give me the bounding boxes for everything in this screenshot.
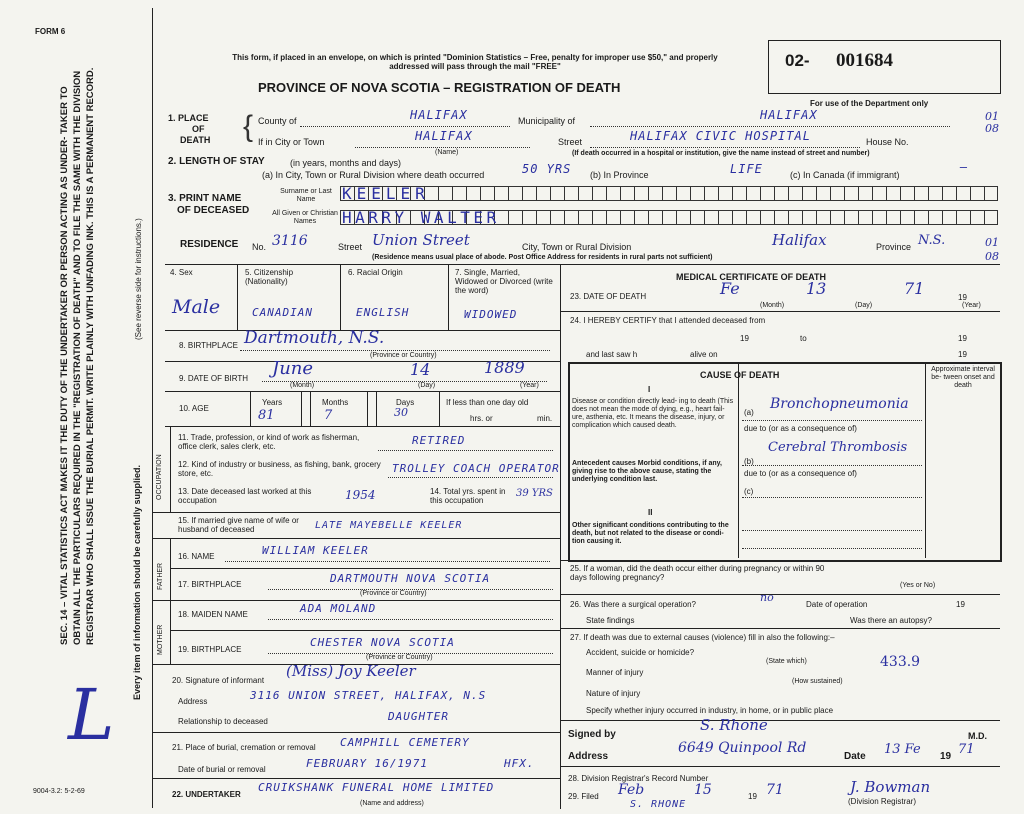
given-names-value: HARRY WALTER xyxy=(342,208,500,227)
form-title: PROVINCE OF NOVA SCOTIA – REGISTRATION OF DEATH xyxy=(258,80,621,95)
record-number-label: 28. Division Registrar's Record Number xyxy=(568,774,709,783)
registrar-signature: J. Bowman xyxy=(850,778,931,796)
margin-rule xyxy=(152,8,153,808)
filed-day-value: 15 xyxy=(694,782,712,798)
days-label: Days xyxy=(396,398,415,407)
alive-on-label: alive on xyxy=(690,350,718,359)
yes-no-hint: (Yes or No) xyxy=(900,582,936,589)
see-reverse-note: (See reverse side for instructions.) xyxy=(134,218,143,340)
rule-r594 xyxy=(560,594,1000,595)
how-sustained-hint: (How sustained) xyxy=(792,678,843,685)
attended-label: 24. I HEREBY CERTIFY that I attended deceased from xyxy=(570,316,766,325)
birthplace-line xyxy=(240,350,550,351)
stay-city-label: (a) In City, Town or Rural Division where death occurred xyxy=(262,170,485,180)
surgery-label: 26. Was there a surgical operation? xyxy=(570,600,696,609)
hospital-hint: (If death occurred in a hospital or institution, give the name instead of street and number) xyxy=(572,150,870,157)
last-worked-label: 13. Date deceased last worked at this occupation xyxy=(178,487,312,505)
death-year-hint: (Year) xyxy=(962,302,981,309)
municipality-value: HALIFAX xyxy=(760,108,818,122)
birthplace-value: Dartmouth, N.S. xyxy=(244,328,385,348)
death-year-value: 71 xyxy=(904,279,925,298)
other-line-1 xyxy=(742,530,922,531)
residence-city-value: Halifax xyxy=(772,231,827,249)
racial-origin-value: ENGLISH xyxy=(356,306,410,319)
rule-r560 xyxy=(560,560,1000,561)
stay-canada-value: — xyxy=(960,160,969,174)
nature-label: Nature of injury xyxy=(586,689,641,698)
citizenship-value: CANADIAN xyxy=(252,306,313,319)
informant-label: 20. Signature of informant xyxy=(172,676,265,685)
undertaker-hint: (Name and address) xyxy=(360,800,424,807)
brace: { xyxy=(243,110,254,143)
hrs-label: hrs. or xyxy=(470,414,493,423)
medical-certificate-title: MEDICAL CERTIFICATE OF DEATH xyxy=(676,272,826,282)
filed-19: 19 xyxy=(748,792,757,801)
residence-street-label: Street xyxy=(338,242,363,252)
county-label: County of xyxy=(258,116,297,126)
rule-778 xyxy=(152,778,560,779)
sex-value: Male xyxy=(172,296,221,318)
dept-code-2: 08 xyxy=(985,122,999,135)
residence-city-label: City, Town or Rural Division xyxy=(522,242,632,252)
dob-day-value: 14 xyxy=(410,360,431,379)
col-rule-5 xyxy=(340,264,341,330)
attended-19a: 19 xyxy=(740,334,749,343)
rule-r766 xyxy=(560,766,1000,767)
col-rule-6 xyxy=(448,264,449,330)
father-label: FATHER xyxy=(157,562,164,590)
registration-number: 001684 xyxy=(836,50,893,71)
father-birthplace-hint: (Province or Country) xyxy=(360,590,427,597)
death-label: DEATH xyxy=(180,135,211,145)
statute-notice: SEC. 14 – VITAL STATISTICS ACT MAKES IT THE DUTY OF THE UNDERTAKER OR PERSON ACTING AS UNDER- TAKER TO OBTAIN ALL THE PARTICULARS REQUIRED IN THE "REGISTRATION OF DEATH" AND TO FILE THE SAME WITH THE DIVISION REGISTRAR WHO SHALL ISSUE THE BURIAL PERMIT. WRITE PLAINLY WITH UNFADING INK. THIS IS A PERMANENT RECORD. xyxy=(59,67,96,645)
due-to-a-label: due to (or as a consequence of) xyxy=(744,424,857,433)
part-two-label: II xyxy=(648,508,653,517)
accident-label: Accident, suicide or homicide? xyxy=(586,648,695,657)
relationship-label: Relationship to deceased xyxy=(178,717,268,726)
cause-b-line xyxy=(742,465,922,466)
occ-rule xyxy=(170,426,171,512)
rule-600 xyxy=(152,600,560,601)
rule-568 xyxy=(170,568,560,569)
cause-a-label: (a) xyxy=(744,408,754,417)
surgery-value: no xyxy=(760,591,774,604)
interval-label: Approximate interval be- tween onset and death xyxy=(931,366,995,389)
attended-19b: 19 xyxy=(958,334,967,343)
trade-label: 11. Trade, profession, or kind of work as fisherman, office clerk, sales clerk, etc. xyxy=(178,433,360,451)
rule-732 xyxy=(152,732,560,733)
undertaker-label: 22. UNDERTAKER xyxy=(172,790,241,799)
birthplace-label: 8. BIRTHPLACE xyxy=(179,341,238,350)
city-line xyxy=(355,147,530,148)
part-one-label: I xyxy=(648,385,651,394)
department-use-label: For use of the Department only xyxy=(810,99,929,108)
dob-month-value: June xyxy=(272,358,314,379)
less-than-day-label: If less than one day old xyxy=(446,398,529,407)
city-label: If in City or Town xyxy=(258,137,325,147)
city-value: HALIFAX xyxy=(415,129,473,143)
age-months-value: 7 xyxy=(324,408,333,423)
industry-value: TROLLEY COACH OPERATOR xyxy=(392,462,560,475)
informant-address-label: Address xyxy=(178,697,208,706)
registration-prefix: 02- xyxy=(785,51,810,70)
residence-no-value: 3116 xyxy=(272,233,308,249)
trade-line xyxy=(378,450,553,451)
total-years-label: 14. Total yrs. spent in this occupation xyxy=(430,487,506,505)
filed-by-value: S. RHONE xyxy=(630,799,687,810)
place-of-label: OF xyxy=(192,124,205,134)
external-causes-label: 27. If death was due to external causes (violence) fill in also the following:– xyxy=(570,633,835,642)
months-label: Months xyxy=(322,398,349,407)
county-line xyxy=(300,126,510,127)
total-years-value: 39 YRS xyxy=(516,488,553,499)
death-day-hint: (Day) xyxy=(855,302,873,309)
surname-grid xyxy=(340,186,998,201)
dob-label: 9. DATE OF BIRTH xyxy=(179,374,249,383)
age-label: 10. AGE xyxy=(179,404,209,413)
cause-split-rule xyxy=(738,362,739,558)
other-conditions-label: Other significant conditions contributing to the death, but not related to the disease or condi- tion causing it. xyxy=(572,522,729,545)
residence-no-label: No. xyxy=(252,242,267,252)
last-saw-label: and last saw h xyxy=(586,350,638,359)
rule-630 xyxy=(170,630,560,631)
burial-date-label: Date of burial or removal xyxy=(178,765,266,774)
footer-code: 9004-3.2: 5-2-69 xyxy=(33,788,85,795)
length-of-stay-label: 2. LENGTH OF STAY xyxy=(168,156,265,167)
state-which-hint: (State which) xyxy=(766,658,807,665)
stay-province-value: LIFE xyxy=(730,162,763,176)
trade-value: RETIRED xyxy=(412,434,466,447)
operation-19: 19 xyxy=(956,600,965,609)
sign-19: 19 xyxy=(940,751,952,762)
occ-left xyxy=(152,426,153,512)
municipality-line xyxy=(590,126,950,127)
surname-label: Surname or Last Name xyxy=(280,188,332,203)
dob-year-hint: (Year) xyxy=(520,382,539,389)
col-rule-4 xyxy=(237,264,238,330)
cause-b-label: (b) xyxy=(744,457,754,466)
mother-maiden-label: 18. MAIDEN NAME xyxy=(178,610,248,619)
cause-b-value: Cerebral Thrombosis xyxy=(768,440,908,455)
last-worked-value: 1954 xyxy=(345,488,376,502)
informant-signature: (Miss) Joy Keeler xyxy=(286,662,416,680)
division-registrar-label: (Division Registrar) xyxy=(848,797,917,806)
occupation-label: OCCUPATION xyxy=(156,454,163,500)
burial-place-value: CAMPHILL CEMETERY xyxy=(340,736,470,749)
signer-signature: S. Rhone xyxy=(700,716,768,734)
burial-date-value: FEBRUARY 16/1971 xyxy=(306,757,428,770)
form-number: FORM 6 xyxy=(35,27,66,36)
industry-label: 12. Kind of industry or business, as fishing, bank, grocery store, etc. xyxy=(178,460,381,478)
marital-status-label: 7. Single, Married, Widowed or Divorced (write the word) xyxy=(455,268,553,295)
house-no-label: House No. xyxy=(866,137,909,147)
cause-a-value: Bronchopneumonia xyxy=(770,396,909,412)
municipality-label: Municipality of xyxy=(518,116,576,126)
signer-address-label: Address xyxy=(568,751,609,762)
relationship-value: DAUGHTER xyxy=(388,710,449,723)
of-deceased-label: OF DECEASED xyxy=(177,205,250,216)
sign-year-value: 71 xyxy=(958,742,975,757)
cause-c-label: (c) xyxy=(744,487,754,496)
min-label: min. xyxy=(537,414,553,423)
burial-note-value: HFX. xyxy=(504,757,535,770)
stay-city-value: 50 YRS xyxy=(522,162,572,176)
due-to-b-label: due to (or as a consequence of) xyxy=(744,469,857,478)
death-month-hint: (Month) xyxy=(760,302,785,309)
rule-512 xyxy=(152,512,560,513)
burial-place-label: 21. Place of burial, cremation or removal xyxy=(172,743,316,752)
mother-label: MOTHER xyxy=(157,624,164,655)
citizenship-label: 5. Citizenship (Nationality) xyxy=(245,268,294,286)
father-name-label: 16. NAME xyxy=(178,552,215,561)
residence-province-value: N.S. xyxy=(918,233,946,248)
manner-code-value: 433.9 xyxy=(880,654,921,670)
rule-r628 xyxy=(560,628,1000,629)
mother-birthplace-hint: (Province or Country) xyxy=(366,654,433,661)
rule-r720 xyxy=(560,720,1000,721)
specify-label: Specify whether injury occurred in industry, in home, or in public place xyxy=(586,706,834,715)
county-value: HALIFAX xyxy=(410,108,468,122)
residence-street-value: Union Street xyxy=(372,231,470,249)
signed-by-label: Signed by xyxy=(568,729,616,740)
death-19: 19 xyxy=(958,293,967,302)
marital-status-value: WIDOWED xyxy=(464,308,518,321)
alive-19: 19 xyxy=(958,350,967,359)
every-item-note: Every item of information should be carefully supplied. xyxy=(132,464,142,700)
signer-address-value: 6649 Quinpool Rd xyxy=(678,740,807,756)
stay-canada-label: (c) In Canada (if immigrant) xyxy=(790,170,900,180)
racial-origin-label: 6. Racial Origin xyxy=(348,268,403,277)
mother-maiden-value: ADA MOLAND xyxy=(300,602,377,615)
street-label: Street xyxy=(558,137,583,147)
dept-code-1: 01 xyxy=(985,110,999,123)
attended-to: to xyxy=(800,334,807,343)
father-name-value: WILLIAM KEELER xyxy=(262,544,369,557)
rule-r311 xyxy=(560,311,1000,312)
interval-rule xyxy=(925,362,926,558)
date-of-death-label: 23. DATE OF DEATH xyxy=(570,292,647,301)
other-line-2 xyxy=(742,548,922,549)
mother-birthplace-value: CHESTER NOVA SCOTIA xyxy=(310,636,455,649)
stay-province-label: (b) In Province xyxy=(590,170,649,180)
street-line xyxy=(590,147,860,148)
place-of-death-label: 1. PLACE xyxy=(168,113,209,123)
sex-label: 4. Sex xyxy=(170,268,193,277)
antecedent-label: Antecedent causes Morbid conditions, if any, giving rise to the above cause, stating the underlying condition last. xyxy=(572,460,723,483)
filed-year-value: 71 xyxy=(766,782,784,798)
direct-cause-label: Disease or condition directly lead- ing to death (This does not mean the mode of dying, e.g., heart fail- ure, asthenia, etc. It means the disease, injury, or complication which caused death. xyxy=(572,398,734,429)
undertaker-value: CRUIKSHANK FUNERAL HOME LIMITED xyxy=(258,781,495,794)
center-rule xyxy=(560,264,561,809)
dept-code-4: 08 xyxy=(985,250,999,263)
residence-label: RESIDENCE xyxy=(180,239,239,250)
years-label: Years xyxy=(262,398,283,407)
dept-code-3: 01 xyxy=(985,236,999,249)
rule-426 xyxy=(165,426,560,427)
cause-c-line xyxy=(742,497,922,498)
filed-month-value: Feb xyxy=(618,782,645,798)
spouse-label: 15. If married give name of wife or husband of deceased xyxy=(178,516,299,534)
fm-rule xyxy=(170,538,171,664)
filed-label: 29. Filed xyxy=(568,792,599,801)
margin-mark: L xyxy=(68,674,115,756)
father-name-line xyxy=(225,561,550,562)
mailing-notice: This form, if placed in an envelope, on which is printed "Dominion Statistics – Free, penalty for improper use $50," and properly addressed will pass through the mail "FREE" xyxy=(232,53,718,71)
state-findings-label: State findings xyxy=(586,616,635,625)
spouse-value: LATE MAYEBELLE KEELER xyxy=(315,520,463,531)
dob-month-hint: (Month) xyxy=(290,382,315,389)
informant-address-value: 3116 UNION STREET, HALIFAX, N.S xyxy=(250,689,487,702)
md-label: M.D. xyxy=(968,731,987,741)
surname-value: KEELER xyxy=(342,184,430,203)
street-value: HALIFAX CIVIC HOSPITAL xyxy=(630,129,811,143)
mother-birthplace-label: 19. BIRTHPLACE xyxy=(178,645,242,654)
dob-day-hint: (Day) xyxy=(418,382,436,389)
birthplace-hint: (Province or Country) xyxy=(370,352,437,359)
fm-left xyxy=(152,538,153,664)
age-days-value: 30 xyxy=(394,406,408,419)
name-hint: (Name) xyxy=(435,149,459,156)
father-birthplace-label: 17. BIRTHPLACE xyxy=(178,580,242,589)
death-month-value: Fe xyxy=(720,279,740,298)
death-day-value: 13 xyxy=(806,279,827,298)
autopsy-label: Was there an autopsy? xyxy=(850,616,932,625)
dob-year-value: 1889 xyxy=(484,358,525,377)
father-birthplace-value: DARTMOUTH NOVA SCOTIA xyxy=(330,572,491,585)
given-names-label: All Given or Christian Names xyxy=(272,210,338,225)
age-years-value: 81 xyxy=(258,408,275,423)
cause-of-death-title: CAUSE OF DEATH xyxy=(700,370,780,380)
sign-date-value: 13 Fe xyxy=(884,742,921,757)
residence-province-label: Province xyxy=(876,242,912,252)
sign-date-label: Date xyxy=(844,751,866,762)
industry-line xyxy=(388,477,553,478)
rule-538 xyxy=(152,538,560,539)
registration-number-box xyxy=(768,40,1001,94)
mother-maiden-line xyxy=(268,619,553,620)
residence-hint: (Residence means usual place of abode. Post Office Address for residents in rural parts not sufficient) xyxy=(372,254,713,261)
manner-label: Manner of injury xyxy=(586,668,644,677)
cause-a-line xyxy=(742,420,922,421)
divider-top xyxy=(165,264,1000,265)
pregnancy-label: 25. If a woman, did the death occur either during pregnancy or within 90 days following pregnancy? xyxy=(570,564,825,582)
date-of-operation-label: Date of operation xyxy=(806,600,868,609)
length-hint: (in years, months and days) xyxy=(290,158,402,168)
print-name-label: 3. PRINT NAME xyxy=(168,193,242,204)
